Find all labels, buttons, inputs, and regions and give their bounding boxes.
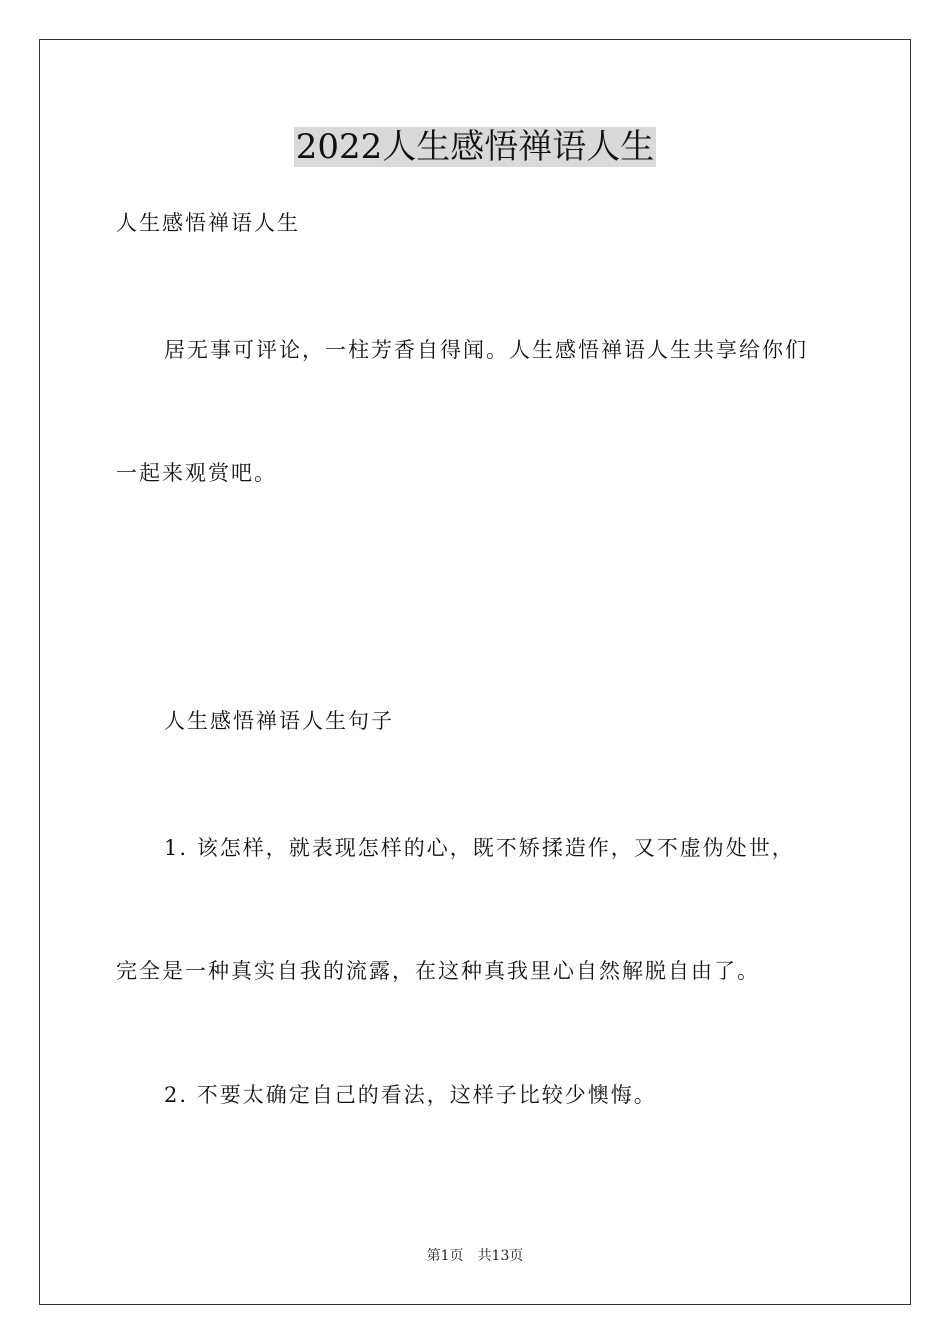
document-subtitle: 人生感悟禅语人生	[116, 211, 300, 235]
list-item-1-line-1: 1. 该怎样，就表现怎样的心，既不矫揉造作，又不虚伪处世，	[164, 836, 795, 860]
intro-paragraph-line-1: 居无事可评论，一柱芳香自得闻。人生感悟禅语人生共享给你们	[164, 338, 808, 362]
page-footer: 第1页 共13页	[426, 1248, 524, 1264]
list-item-2-line-1: 2. 不要太确定自己的看法，这样子比较少懊悔。	[164, 1083, 657, 1107]
intro-paragraph-line-2: 一起来观赏吧。	[116, 461, 277, 485]
section-heading: 人生感悟禅语人生句子	[164, 709, 394, 733]
list-item-1-line-2: 完全是一种真实自我的流露，在这种真我里心自然解脱自由了。	[116, 959, 760, 983]
document-title	[0, 125, 950, 169]
document-title-text: 2022人生感悟禅语人生	[295, 127, 655, 167]
